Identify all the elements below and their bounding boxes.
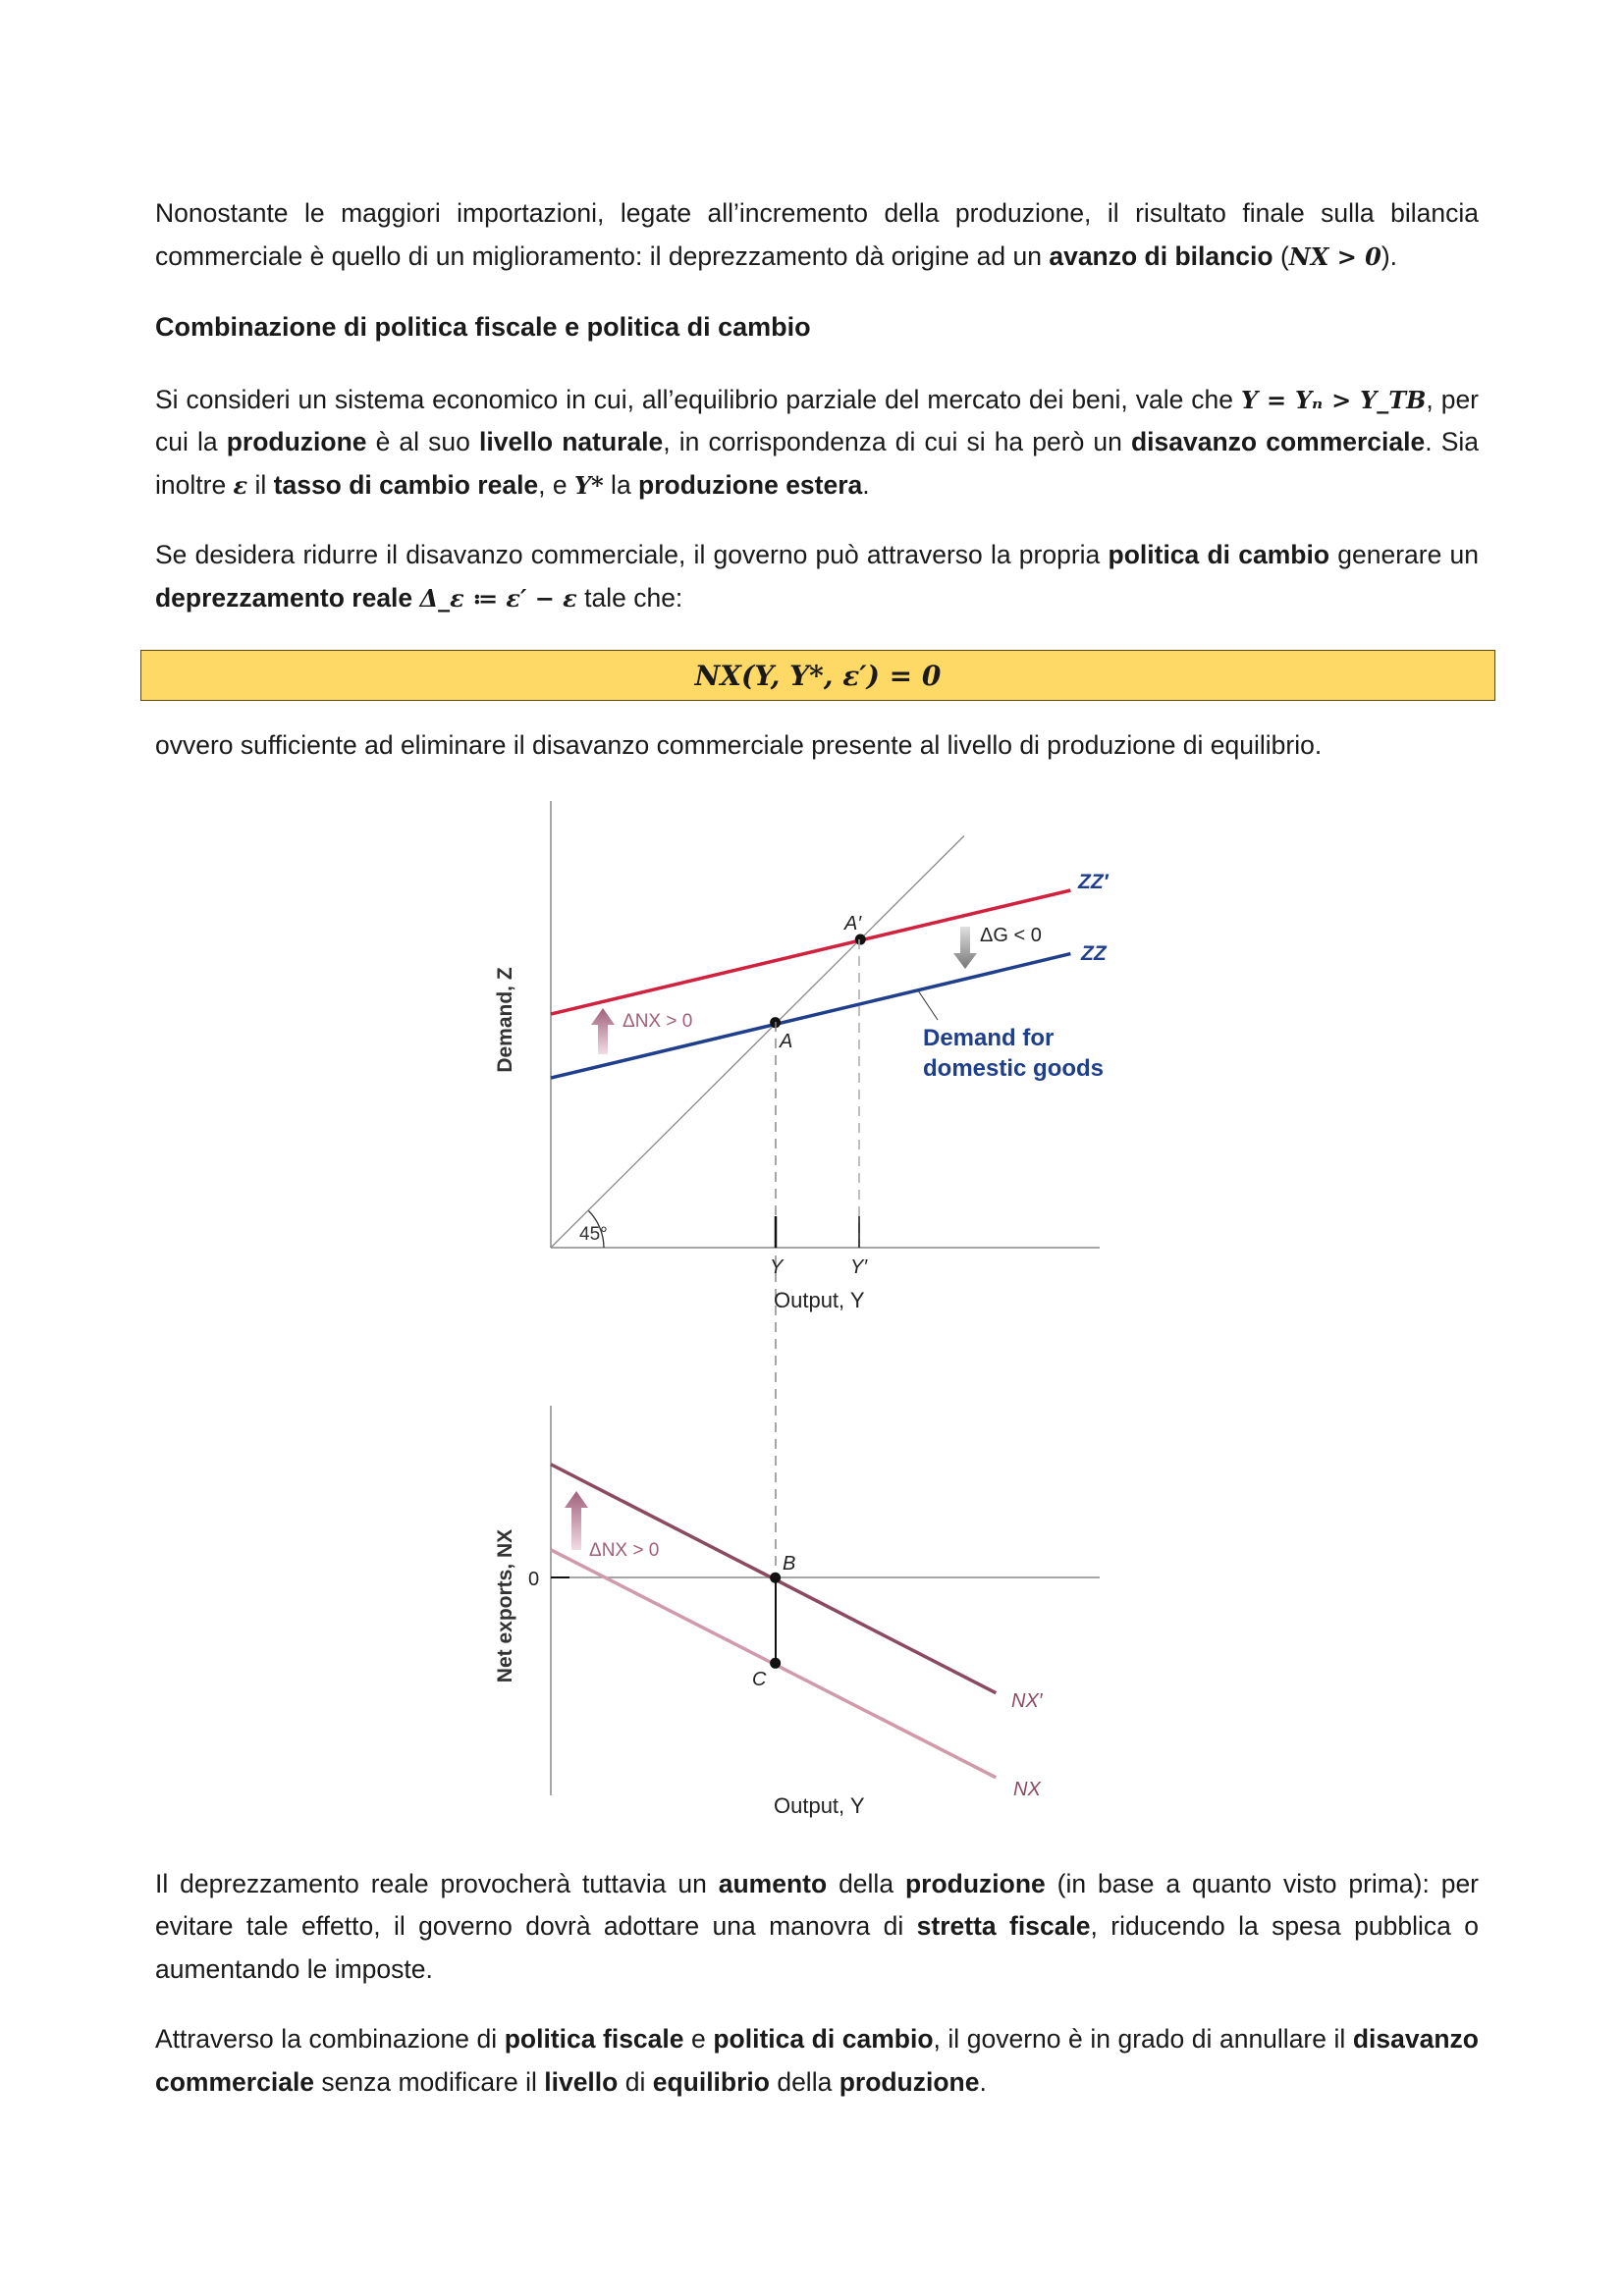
delta-nx-label: ΔNX > 0 (589, 1539, 660, 1561)
tick-label-y-prime: Y′ (850, 1255, 868, 1278)
series-label-nx-prime: NX′ (1011, 1689, 1043, 1712)
point-marker-0 (770, 1572, 781, 1582)
series-label-zz: ZZ (1081, 941, 1107, 965)
bold-text: livello (544, 2066, 619, 2097)
bold-text: aumento (718, 1868, 828, 1898)
paragraph-fiscal-tightening (155, 1863, 1479, 1992)
text-segment: . (979, 2066, 987, 2097)
series-label-nx: NX (1013, 1778, 1041, 1800)
text-segment: , e (538, 469, 574, 500)
curve-label-line1: Demand for (923, 1024, 1055, 1051)
text-segment: il (247, 469, 274, 500)
bold-text: disavanzo commerciale (1130, 427, 1426, 456)
bold-text: produzione (839, 2066, 980, 2097)
delta-nx-label: ΔNX > 0 (623, 1010, 693, 1032)
text-segment: Il deprezzamento reale provocherà tuttavia un (155, 1868, 719, 1898)
y-axis-label: Net exports, NX (494, 1528, 516, 1682)
figure-container (0, 784, 1624, 1863)
text-segment: . (862, 469, 870, 500)
point-marker-1 (855, 934, 866, 944)
tick-label-y: Y (770, 1255, 784, 1278)
bold-text: produzione (226, 427, 367, 456)
callout-line (918, 990, 938, 1020)
math-expression: Y = Yₙ > Y_TB (1240, 385, 1427, 414)
x-axis-label: Output, Y (774, 1287, 865, 1312)
arrow-up-icon (591, 1008, 615, 1054)
series-line-0 (551, 890, 1070, 1014)
series-line-2 (551, 835, 964, 1248)
bold-text: politica di cambio (1108, 540, 1330, 569)
text-segment: e (683, 2024, 714, 2054)
text-segment: senza modificare il (314, 2066, 545, 2097)
math-expression: Y* (574, 470, 604, 500)
text-segment: è al suo (366, 427, 479, 456)
net-exports-chart (494, 1406, 1100, 1818)
bold-text: stretta fiscale (916, 1911, 1091, 1941)
point-label-a-prime: A′ (844, 912, 862, 934)
demand-chart (494, 801, 1110, 1577)
math-expression: NX > 0 (1288, 241, 1381, 271)
bold-text: disavanzo commerciale (155, 2024, 1479, 2097)
text-segment: , riducendo la spesa pubblica o aumentando le imposte. (155, 1911, 1480, 1984)
bold-text: produzione estera (638, 469, 863, 500)
bold-text: avanzo di bilancio (1049, 240, 1273, 271)
text-segment: tale che: (576, 582, 683, 613)
curve-label-line2: domestic goods (923, 1054, 1105, 1082)
text-segment: Attraverso la combinazione di (155, 2024, 505, 2054)
point-label-c: C (752, 1668, 767, 1690)
arrow-down-icon (953, 927, 977, 969)
bold-text: politica fiscale (504, 2024, 684, 2054)
arrow-up-icon (565, 1491, 588, 1550)
x-axis-label: Output, Y (774, 1792, 865, 1818)
y-axis-label: Demand, Z (494, 966, 516, 1073)
bold-text: deprezzamento reale (155, 582, 420, 613)
text-segment: Se desidera ridurre il disavanzo commerciale, il governo può attraverso la propria (155, 540, 1109, 569)
text-segment: della (769, 2066, 839, 2097)
text-segment: (in base a quanto visto prima): per evitare tale effetto, il governo dovrà adottare una manovra di (155, 1868, 1480, 1941)
bold-text: livello naturale (478, 427, 664, 456)
point-label-b: B (783, 1552, 796, 1575)
angle-label: 45° (579, 1223, 608, 1245)
point-marker-1 (770, 1657, 781, 1668)
text-segment: Nonostante le maggiori importazioni, legate all’incremento della produzione, il risultato finale sulla bilancia commerciale è quello di un miglioramento: il deprezzamento dà origine ad un (155, 198, 1479, 271)
series-label-zz-prime: ZZ′ (1078, 870, 1109, 893)
y-tick-zero: 0 (528, 1568, 540, 1590)
formula: NX(Y, Y*, ε′) = 0 (694, 659, 942, 692)
text-segment: di (618, 2066, 653, 2097)
text-segment: ). (1380, 240, 1398, 271)
bold-text: equilibrio (652, 2066, 770, 2097)
section-heading: Combinazione di politica fiscale e politica di cambio (155, 312, 811, 342)
bold-text: tasso di cambio reale (273, 469, 539, 500)
text-segment: della (827, 1868, 905, 1898)
point-label-a: A (780, 1030, 793, 1052)
text-segment: , per cui la (155, 384, 1480, 456)
math-expression: ε (233, 470, 248, 500)
paragraph-conclusion (155, 2018, 1479, 2104)
text-segment: la (603, 469, 639, 500)
delta-g-label: ΔG < 0 (980, 924, 1042, 946)
text-segment: , il governo è in grado di annullare il (933, 2024, 1353, 2054)
math-expression: Δ_ε ≔ ε′ − ε (419, 583, 577, 613)
text-segment: . Sia inoltre (155, 427, 1480, 500)
text-segment: ovvero sufficiente ad eliminare il disavanzo commerciale presente al livello di produzione di equilibrio. (155, 730, 1323, 760)
text-segment: ( (1272, 240, 1289, 271)
bold-text: produzione (904, 1868, 1046, 1898)
text-segment: , in corrispondenza di cui si ha però un (663, 427, 1131, 456)
bold-text: politica di cambio (713, 2024, 934, 2054)
text-segment: generare un (1329, 540, 1480, 569)
text-segment: Si consideri un sistema economico in cui, all’equilibrio parziale del mercato dei beni, vale che (155, 384, 1241, 414)
